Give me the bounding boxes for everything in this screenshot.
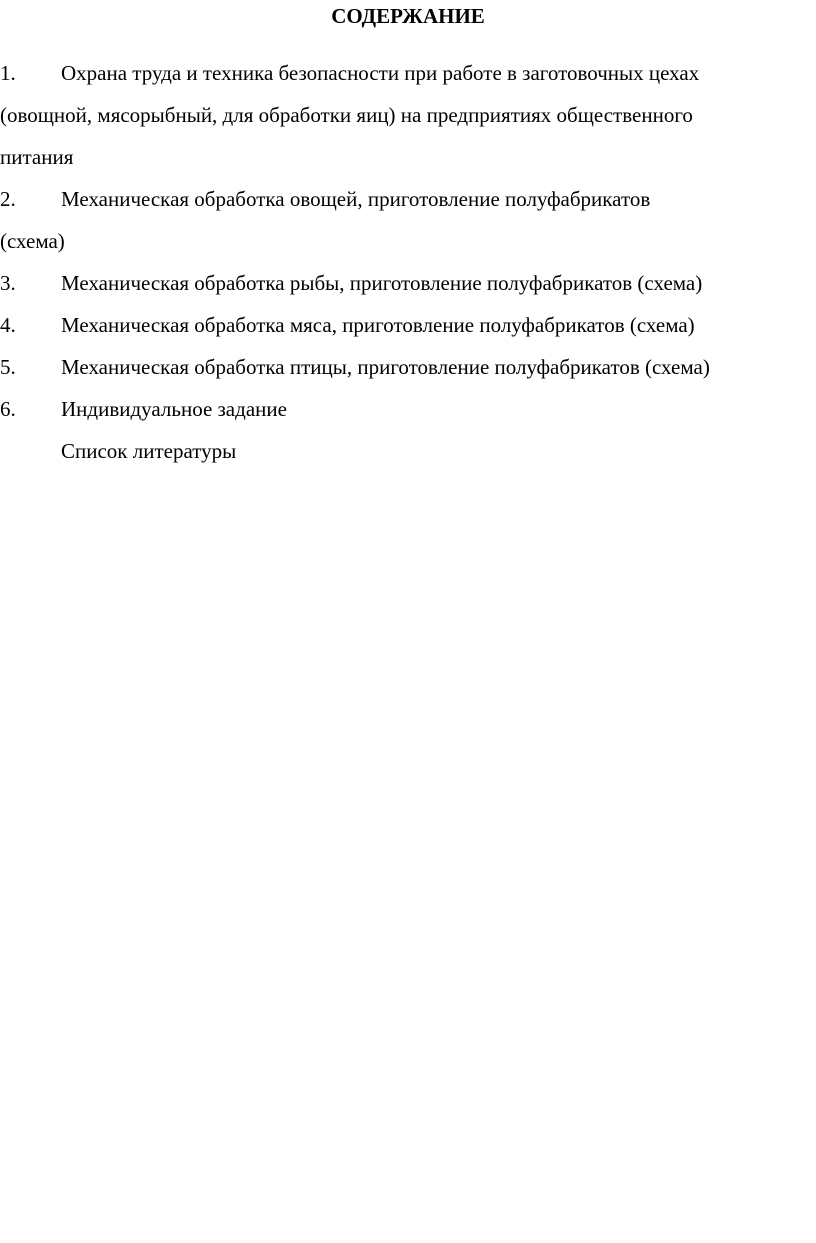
toc-item-text: Индивидуальное задание [61, 397, 287, 421]
page-title: СОДЕРЖАНИЕ [331, 4, 485, 28]
toc-item-number: 2. [0, 187, 16, 211]
toc-item-text: питания [0, 145, 74, 169]
toc-item-number: 6. [0, 397, 16, 421]
toc-item-text: (овощной, мясорыбный, для обработки яиц) на предприятиях общественного [0, 103, 693, 127]
toc-references-text: Список литературы [61, 439, 237, 463]
toc-item-number: 1. [0, 61, 16, 85]
toc-item-text: Механическая обработка птицы, приготовление полуфабрикатов (схема) [61, 355, 710, 379]
toc-item-number: 5. [0, 355, 16, 379]
toc-item-number: 4. [0, 313, 16, 337]
toc-item-text: (схема) [0, 229, 65, 253]
toc-item-text: Механическая обработка овощей, приготовление полуфабрикатов [61, 187, 651, 211]
toc-item-text: Механическая обработка рыбы, приготовление полуфабрикатов (схема) [61, 271, 703, 295]
toc-item-number: 3. [0, 271, 16, 295]
toc-item-text: Механическая обработка мяса, приготовление полуфабрикатов (схема) [61, 313, 695, 337]
toc-item-text: Охрана труда и техника безопасности при работе в заготовочных цехах [61, 61, 700, 85]
